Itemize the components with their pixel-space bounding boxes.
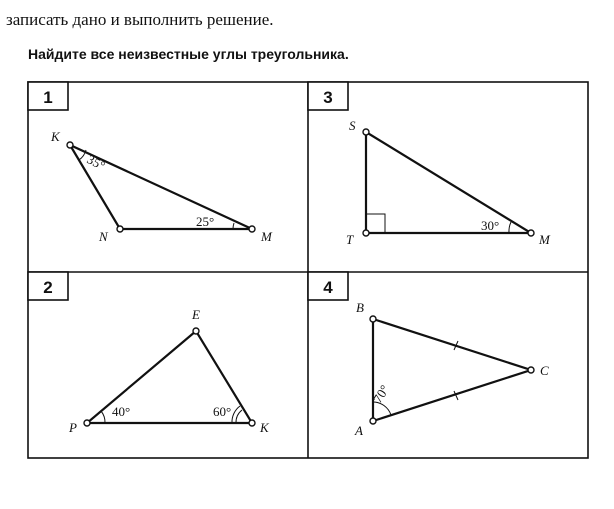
vertex-s — [363, 129, 369, 135]
vertex-k — [249, 420, 255, 426]
label-n: N — [99, 229, 108, 244]
panel-2 — [28, 272, 270, 435]
label-p: P — [69, 420, 77, 435]
vertex-b — [370, 316, 376, 322]
angle-label-m: 25° — [196, 214, 215, 229]
angle-arc-k-inner — [236, 410, 242, 423]
angle-label-k: 60° — [213, 404, 232, 419]
label-c: C — [540, 363, 549, 378]
panel-number: 4 — [323, 278, 333, 297]
instruction-text: записать дано и выполнить решение. — [6, 10, 274, 29]
panel-3 — [308, 82, 551, 247]
angle-label-a: 70° — [369, 382, 393, 406]
panel-number: 1 — [43, 88, 53, 107]
vertex-n — [117, 226, 123, 232]
vertex-a — [370, 418, 376, 424]
angle-arc-m — [509, 222, 511, 233]
angle-label-m: 30° — [481, 218, 500, 233]
label-b: B — [356, 300, 364, 315]
panel-number: 3 — [323, 88, 333, 107]
vertex-t — [363, 230, 369, 236]
angle-label-p: 40° — [112, 404, 131, 419]
vertex-k — [67, 142, 73, 148]
triangle-abc — [373, 319, 531, 421]
vertex-c — [528, 367, 534, 373]
panel-number: 2 — [43, 278, 53, 297]
angle-label-k: 35° — [84, 151, 108, 174]
vertex-m — [249, 226, 255, 232]
label-t: T — [346, 232, 354, 247]
panel-1 — [28, 82, 273, 244]
vertex-e — [193, 328, 199, 334]
right-angle-mark-t — [366, 214, 385, 233]
label-m: M — [539, 232, 550, 247]
label-e: E — [192, 307, 200, 322]
label-s: S — [349, 118, 356, 133]
vertex-m — [528, 230, 534, 236]
label-k: K — [51, 129, 60, 144]
task-text: Найдите все неизвестные углы треугольника. — [28, 46, 349, 62]
label-a: A — [355, 423, 363, 438]
panel-4 — [308, 272, 549, 438]
triangle-stm — [366, 132, 531, 233]
label-m: M — [261, 229, 272, 244]
vertex-p — [84, 420, 90, 426]
label-k: K — [260, 420, 269, 435]
angle-arc-p — [101, 411, 105, 423]
